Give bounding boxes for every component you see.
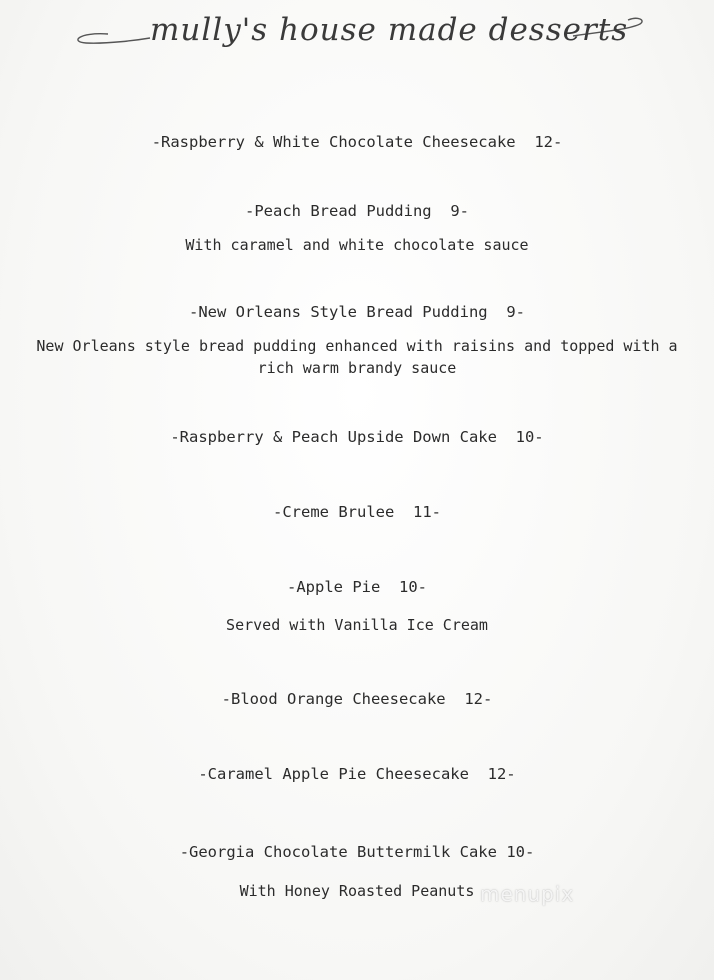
item-price: 10-: [515, 428, 544, 446]
item-description: With caramel and white chocolate sauce: [185, 236, 529, 254]
menu-item-peach-bread-pudding: [0, 202, 714, 220]
item-price: 12-: [464, 690, 493, 708]
menu-item-new-orleans-bread-pudding: [0, 303, 714, 321]
item-description-line-1: New Orleans style bread pudding enhanced with raisins and topped with a: [36, 337, 678, 355]
watermark: menupix: [480, 882, 575, 906]
item-name: -Raspberry & Peach Upside Down Cake: [170, 428, 497, 446]
menu-item-raspberry-peach-upside-down-cake: [0, 428, 714, 446]
item-description: Served with Vanilla Ice Cream: [226, 616, 488, 634]
item-description: With Honey Roasted Peanuts: [239, 882, 475, 900]
menu-item-creme-brulee: [0, 503, 714, 521]
item-name: -Caramel Apple Pie Cheesecake: [198, 765, 469, 783]
menu-item-apple-pie: [0, 578, 714, 596]
item-price: 9-: [450, 202, 469, 220]
menu-item-georgia-chocolate-buttermilk-cake: [0, 843, 714, 861]
item-price: 9-: [506, 303, 525, 321]
item-name: -Blood Orange Cheesecake: [221, 690, 446, 708]
menu-item-blood-orange-cheesecake: [0, 690, 714, 708]
item-price: 12-: [534, 133, 563, 151]
item-price: 11-: [413, 503, 441, 521]
item-name: -New Orleans Style Bread Pudding: [189, 303, 488, 321]
item-name: -Apple Pie: [287, 578, 381, 596]
menu-header: [0, 0, 714, 80]
menu-title: mully's house made desserts: [150, 12, 629, 48]
item-price: 12-: [487, 765, 516, 783]
menu-item-raspberry-white-chocolate-cheesecake: [0, 133, 714, 151]
menu-item-caramel-apple-pie-cheesecake: [0, 765, 714, 783]
item-price: 10-: [399, 578, 427, 596]
item-description-line-2: rich warm brandy sauce: [257, 359, 457, 377]
item-name: -Raspberry & White Chocolate Cheesecake: [151, 133, 516, 151]
item-name: -Peach Bread Pudding: [245, 202, 432, 220]
item-name: -Georgia Chocolate Buttermilk Cake: [179, 843, 497, 861]
item-price: 10-: [506, 843, 535, 861]
item-name: -Creme Brulee: [273, 503, 395, 521]
